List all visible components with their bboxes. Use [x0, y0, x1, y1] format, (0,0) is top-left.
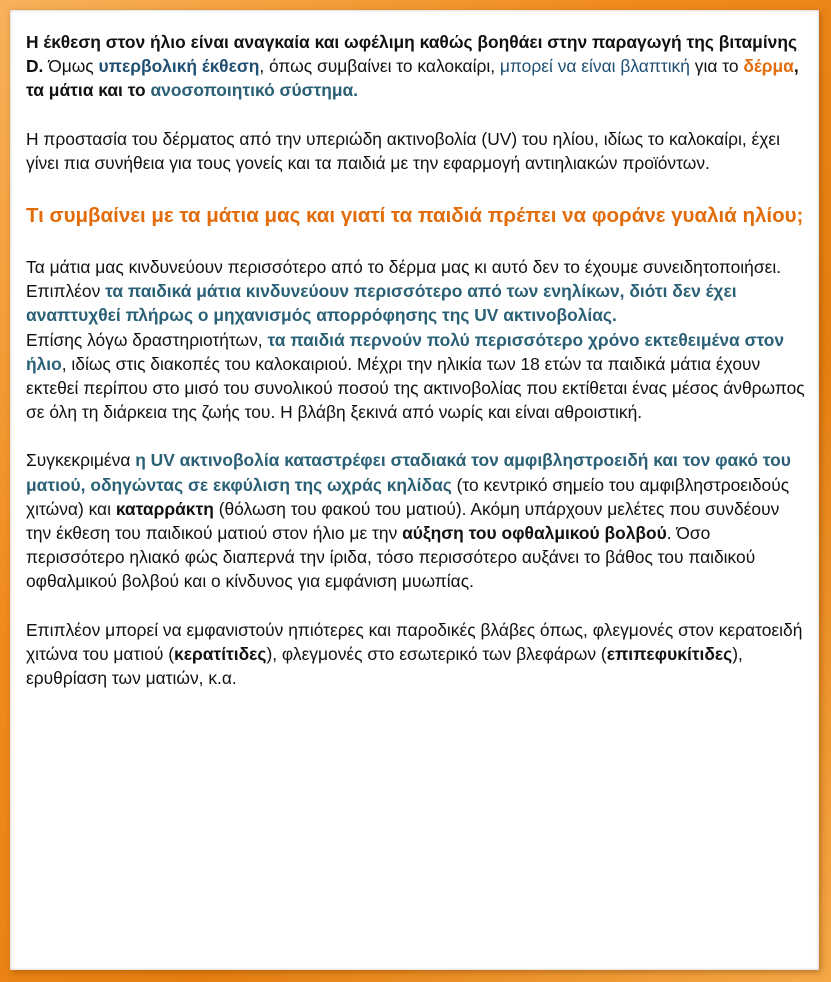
intro-text: , όπως συμβαίνει το καλοκαίρι,	[259, 56, 500, 77]
intro-highlight-harmful: μπορεί να είναι βλαπτική	[499, 56, 690, 77]
intro-highlight-skin: δέρμα	[743, 56, 794, 77]
eyes-risk-text: Τα μάτια μας κινδυνεύουν περισσότερο από το δέρμα μας κι αυτό δεν το έχουμε συνειδητοποιήσει.	[26, 257, 782, 278]
mild-damage-conjunctivitis: επιπεφυκίτιδες	[606, 643, 733, 664]
intro-paragraph	[26, 30, 805, 103]
uv-damage-text: (το κεντρικό σημείο του αμφιβληστροειδούς χιτώνα) και	[26, 474, 790, 519]
mild-damage-paragraph	[26, 618, 805, 691]
uv-damage-text: (θόλωση του φακού του ματιού). Ακόμη υπάρχουν μελέτες που συνδέουν την έκθεση του παιδικού ματιού στον ήλιο με την	[26, 498, 780, 544]
uv-damage-text: . Όσο περισσότερο ηλιακό φώς διαπερνά την ίριδα, τόσο περισσότερο αυξάνει το βάθος του παιδικού οφθαλμικού βολβού και ο κίνδυνος για εμφάνιση μυωπίας.	[26, 523, 756, 592]
eyes-risk-paragraph	[26, 255, 805, 424]
intro-bold-sentence: Η έκθεση στον ήλιο είναι αναγκαία και ωφέλιμη καθώς βοηθάει στην παραγωγή της βιταμίνης D.	[26, 32, 797, 77]
intro-bold-eyes: , τα μάτια και το	[26, 56, 799, 101]
eyes-risk-text: Επιπλέον	[26, 281, 106, 302]
intro-text: για το	[689, 56, 744, 77]
intro-highlight-overexposure: υπερβολική έκθεση	[98, 56, 260, 77]
uv-damage-text: Συγκεκριμένα	[26, 450, 136, 471]
eyes-risk-highlight-children: τα παιδικά μάτια κινδυνεύουν περισσότερο από των ενηλίκων, διότι δεν έχει αναπτυχθεί πλήρως ο μηχανισμός απορρόφησης της UV ακτινοβολίας.	[26, 281, 737, 326]
uv-damage-highlight: η UV ακτινοβολία καταστρέφει σταδιακά τον αμφιβληστροειδή και τον φακό του ματιού, οδηγώντας σε εκφύλιση της ωχράς κηλίδας	[26, 450, 791, 495]
spacer	[26, 231, 805, 255]
uv-damage-paragraph	[26, 448, 805, 593]
mild-damage-keratitis: κερατίτιδες	[174, 643, 267, 664]
intro-highlight-immune: ανοσοποιητικό σύστημα.	[150, 80, 359, 101]
mild-damage-text: Επιπλέον μπορεί να εμφανιστούν ηπιότερες και παροδικές βλάβες όπως, φλεγμονές στον κερατοειδή χιτώνα του ματιού (	[26, 619, 803, 664]
eyes-risk-highlight-time: τα παιδιά περνούν πολύ περισσότερο χρόνο εκτεθειμένα στον ήλιο	[26, 329, 785, 374]
uv-damage-cataract: καταρράκτη	[115, 498, 214, 519]
intro-text: Όμως	[43, 56, 99, 77]
section-heading: Τι συμβαίνει με τα μάτια μας και γιατί τα παιδιά πρέπει να φοράνε γυαλιά ηλίου;	[26, 204, 804, 228]
uv-damage-eyeball-growth: αύξηση του οφθαλμικού βολβού	[402, 523, 667, 544]
mild-damage-text: ), ερυθρίαση των ματιών, κ.α.	[26, 643, 743, 689]
skin-protection-paragraph: Η προστασία του δέρματος από την υπεριώδη ακτινοβολία (UV) του ηλίου, ιδίως το καλοκαίρι, έχει γίνει πια συνήθεια για τους γονείς και τα παιδιά με την εφαρμογή αντιηλιακών προϊόντων.	[26, 128, 781, 173]
spacer	[26, 103, 805, 127]
spacer	[26, 594, 805, 618]
eyes-risk-text: Επίσης λόγω δραστηριοτήτων,	[26, 329, 268, 350]
eyes-risk-text: , ιδίως στις διακοπές του καλοκαιριού. Μέχρι την ηλικία των 18 ετών τα παιδικά μάτια έχουν εκτεθεί περίπου στο μισό του συνολικού ποσού της ακτινοβολίας που εκτίθεται ένας μέσος άνθρωπος σε όλη τη διάρκεια της ζωής του. Η βλάβη ξεκινά από νωρίς και είναι αθροιστική.	[26, 353, 805, 423]
spacer	[26, 424, 805, 448]
spacer	[26, 175, 805, 201]
mild-damage-text: ), φλεγμονές στο εσωτερικό των βλεφάρων (	[266, 643, 607, 664]
text-panel	[10, 10, 819, 970]
